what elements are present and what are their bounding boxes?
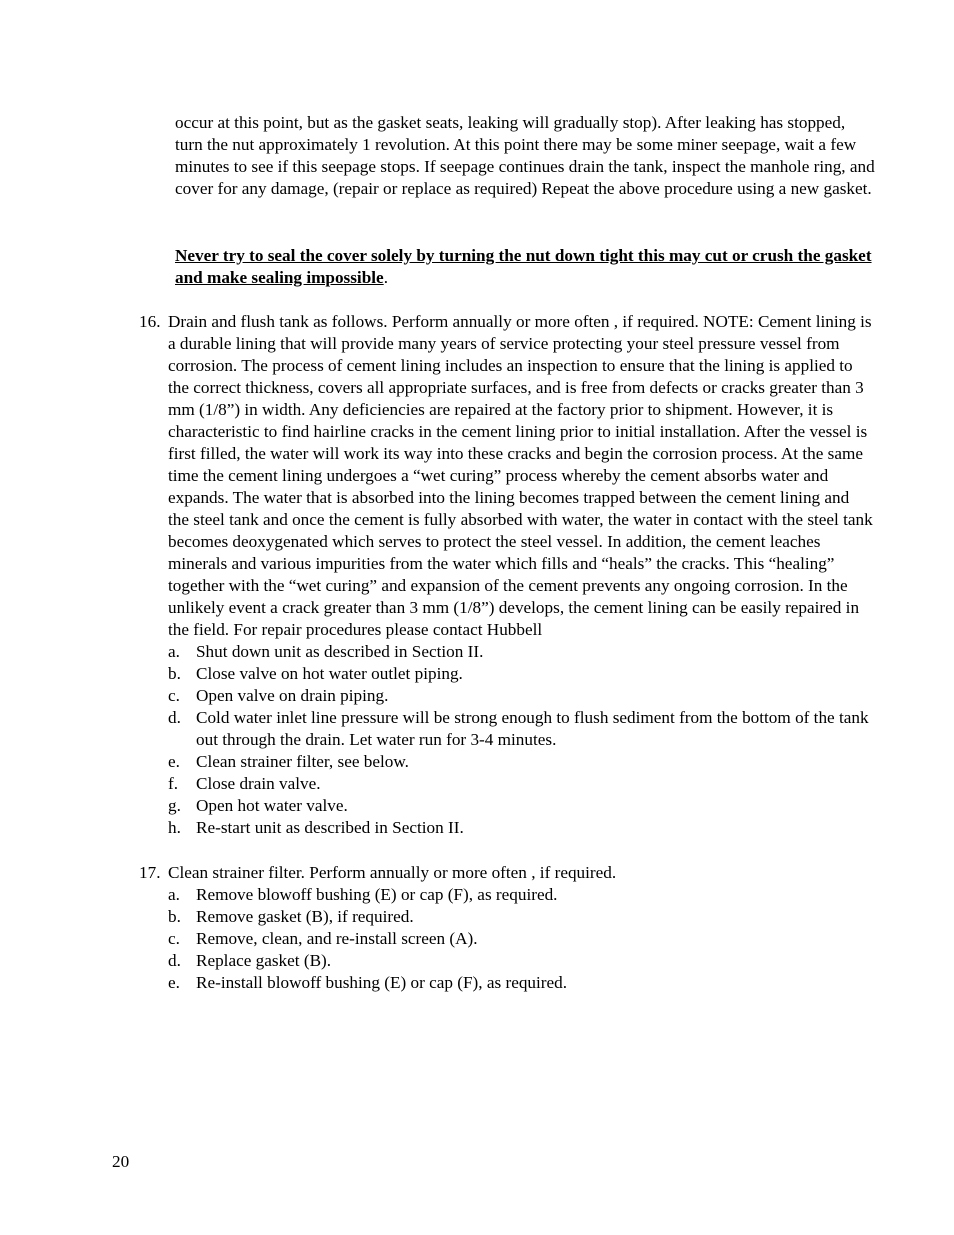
item-number: 16. xyxy=(139,312,161,331)
step-text: Re-start unit as described in Section II. xyxy=(196,818,464,837)
step-letter: f. xyxy=(168,774,179,793)
step-text: Close drain valve. xyxy=(196,774,321,793)
item-text: Clean strainer filter. Perform annually or more often , if required. xyxy=(168,863,617,882)
step-text: Clean strainer filter, see below. xyxy=(196,752,409,771)
step-item xyxy=(168,884,874,906)
item-number: 17. xyxy=(139,863,161,882)
step-text: Open valve on drain piping. xyxy=(196,686,389,705)
list-item-17 xyxy=(139,862,874,994)
step-item xyxy=(168,972,874,994)
step-item xyxy=(168,950,874,972)
step-item xyxy=(168,906,874,928)
step-letter: h. xyxy=(168,818,181,837)
steps-list xyxy=(168,641,874,839)
step-item xyxy=(168,795,874,817)
step-letter: g. xyxy=(168,796,181,815)
step-letter: e. xyxy=(168,973,180,992)
step-letter: a. xyxy=(168,642,180,661)
step-letter: e. xyxy=(168,752,180,771)
step-letter: d. xyxy=(168,951,181,970)
step-item xyxy=(168,817,874,839)
warning-text: Never try to seal the cover solely by turning the nut down tight this may cut or crush the gasket and make sealing impossible xyxy=(175,246,872,287)
step-letter: c. xyxy=(168,929,180,948)
step-item xyxy=(168,685,874,707)
list-item-16 xyxy=(139,311,874,839)
step-text: Replace gasket (B). xyxy=(196,951,332,970)
page-number: 20 xyxy=(112,1152,130,1171)
step-text: Shut down unit as described in Section II. xyxy=(196,642,484,661)
item-text: Drain and flush tank as follows. Perform annually or more often , if required. NOTE: Cement lining is a durable lining that will provide many years of service protecting your steel pressure vessel from corrosion. The process of cement lining includes an inspection to ensure that the lining is applied to the correct thickness, covers all appropriate surfaces, and is free from defects or cracks greater than 3 mm (1/8”) in width. Any deficiencies are repaired at the factory prior to shipment. However, it is characteristic to find hairline cracks in the cement lining prior to initial installation. After the vessel is first filled, the water will work its way into these cracks and begin the corrosion process. At the same time the cement lining undergoes a “wet curing” process whereby the cement absorbs water and expands. The water that is absorbed into the lining becomes trapped between the cement lining and the steel tank and once the cement is fully absorbed with water, the water in contact with the steel tank becomes deoxygenated which serves to protect the steel vessel. In addition, the cement leaches minerals and various impurities from the water which fills and “heals” the cracks. This “healing” together with the “wet curing” and expansion of the cement prevents any ongoing corrosion. In the unlikely event a crack greater than 3 mm (1/8”) develops, the cement lining can be easily repaired in the field. For repair procedures please contact Hubbell xyxy=(168,312,873,639)
step-text: Remove blowoff bushing (E) or cap (F), as required. xyxy=(196,885,558,904)
warning-note xyxy=(175,245,875,289)
step-text: Cold water inlet line pressure will be strong enough to flush sediment from the bottom of the tank out through the drain. Let water run for 3-4 minutes. xyxy=(196,708,869,749)
step-text: Open hot water valve. xyxy=(196,796,348,815)
step-item xyxy=(168,928,874,950)
warning-trailing: . xyxy=(383,268,388,287)
step-item xyxy=(168,663,874,685)
step-text: Remove, clean, and re-install screen (A). xyxy=(196,929,478,948)
step-text: Remove gasket (B), if required. xyxy=(196,907,414,926)
step-item xyxy=(168,707,874,751)
step-letter: c. xyxy=(168,686,180,705)
step-item xyxy=(168,641,874,663)
step-letter: b. xyxy=(168,664,181,683)
step-letter: b. xyxy=(168,907,181,926)
step-letter: a. xyxy=(168,885,180,904)
step-letter: d. xyxy=(168,708,181,727)
steps-list xyxy=(168,884,874,994)
step-item xyxy=(168,751,874,773)
continuation-paragraph: occur at this point, but as the gasket seats, leaking will gradually stop). After leaking has stopped, turn the nut approximately 1 revolution. At this point there may be some miner seepage, wait a few minutes to see if this seepage stops. If seepage continues drain the tank, inspect the manhole ring, and cover for any damage, (repair or replace as required) Repeat the above procedure using a new gasket. xyxy=(175,113,875,198)
step-item xyxy=(168,773,874,795)
step-text: Re-install blowoff bushing (E) or cap (F), as required. xyxy=(196,973,568,992)
step-text: Close valve on hot water outlet piping. xyxy=(196,664,463,683)
